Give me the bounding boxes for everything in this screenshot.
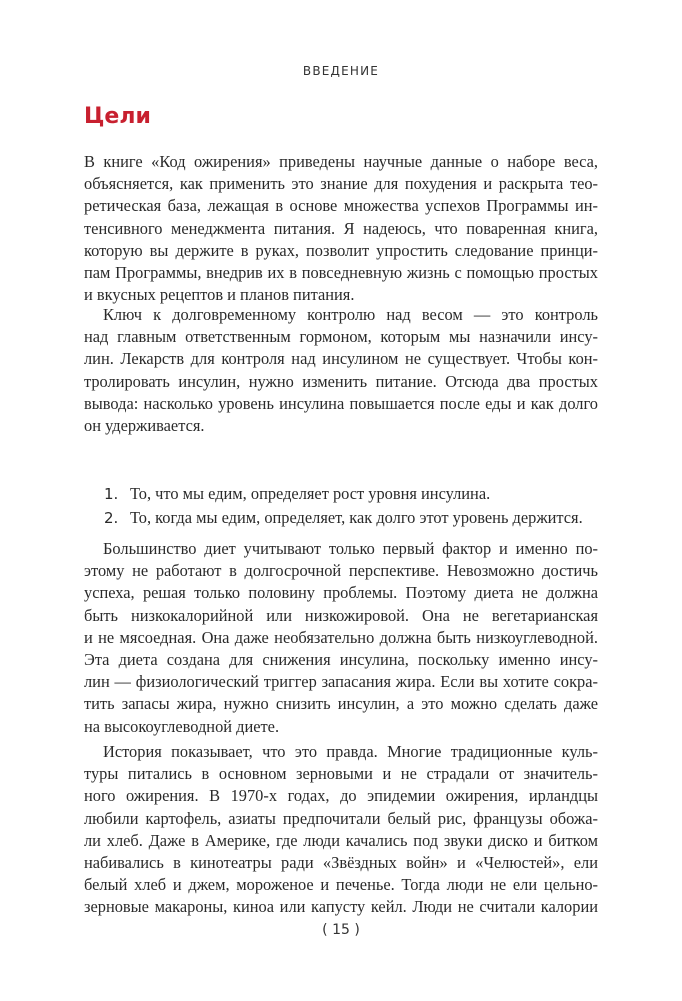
list-item xyxy=(84,506,598,530)
text-line: лин. Лекарств для контроля над инсулином не существует. Чтобы кон- xyxy=(84,349,598,369)
text-line: пам Программы, внедрив их в повседневную жизнь с помощью простых xyxy=(84,263,598,283)
text-line: В книге «Код ожирения» приведены научные данные о наборе веса, xyxy=(84,152,598,171)
text-line: над главным ответственным гормоном, которым мы назначили инсу- xyxy=(84,327,598,347)
text-line: любили картофель, азиаты предпочитали белый рис, французы обожа- xyxy=(84,808,598,828)
text-line: тролировать инсулин, нужно изменить питание. Отсюда два простых xyxy=(84,371,598,391)
page-number: ( 15 ) xyxy=(322,922,360,938)
text-line: Большинство диет учитывают только первый фактор и именно по- xyxy=(103,539,598,558)
text-line: набивались в кинотеатры ради «Звёздных войн» и «Челюстей», ели xyxy=(84,853,598,873)
text-line: тить запасы жира, нужно снизить инсулин, а это можно сделать даже xyxy=(84,694,598,714)
paragraph xyxy=(84,304,598,437)
paragraph xyxy=(84,741,598,919)
running-head: ВВЕДЕНИЕ xyxy=(302,64,380,78)
numbered-list xyxy=(84,482,598,530)
text-line: и не мясоедная. Она даже необязательно должна быть низкоуглеводной. xyxy=(84,627,598,647)
text-line: зерновые макароны, киноа или капусту кейл. Люди не считали калории xyxy=(84,897,598,917)
text-line: и вкусных рецептов и планов питания. xyxy=(84,285,355,305)
list-text: То, что мы едим, определяет рост уровня инсулина. xyxy=(130,484,491,503)
text-line: История показывает, что это правда. Многие традиционные куль- xyxy=(103,742,598,761)
text-line: он удерживается. xyxy=(84,416,205,436)
paragraph xyxy=(84,151,598,306)
list-number: 2. xyxy=(104,509,119,527)
text-line: Эта диета создана для снижения инсулина, поскольку именно инсу- xyxy=(84,650,598,670)
text-line: этому не работают в долгосрочной перспективе. Невозможно достичь xyxy=(84,561,598,581)
text-line: лин — физиологический триггер запасания жира. Если вы хотите сокра- xyxy=(84,672,598,692)
text-line: ретическая база, лежащая в основе множества успехов Программы ин- xyxy=(84,196,598,216)
section-heading: Цели xyxy=(84,104,151,129)
text-line: быть низкокалорийной или низкожировой. Она не вегетарианская xyxy=(84,605,598,625)
list-item xyxy=(84,482,598,506)
text-line: тенсивного менеджмента питания. Я надеюсь, что поваренная книга, xyxy=(84,218,598,238)
text-line: успеха, решая только половину проблемы. Поэтому диета не должна xyxy=(84,583,598,603)
text-line: ли хлеб. Даже в Америке, где люди качались под звуки диско и битком xyxy=(84,830,598,850)
text-line: вывода: насколько уровень инсулина повышается после еды и как долго xyxy=(84,393,598,413)
text-line: белый хлеб и джем, мороженое и печенье. Тогда люди не ели цельно- xyxy=(84,875,598,895)
list-text: То, когда мы едим, определяет, как долго этот уровень держится. xyxy=(130,508,583,527)
text-line: объясняется, как применить это знание для похудения и раскрыта тео- xyxy=(84,174,598,194)
text-line: которую вы держите в руках, позволит упростить следование принци- xyxy=(84,240,598,260)
text-line: Ключ к долговременному контролю над весом — это контроль xyxy=(103,305,598,324)
paragraph xyxy=(84,538,598,738)
text-line: на высокоуглеводной диете. xyxy=(84,716,280,736)
list-number: 1. xyxy=(104,485,119,503)
text-line: туры питались в основном зерновыми и не страдали от значитель- xyxy=(84,764,598,784)
text-line: ного ожирения. В 1970-х годах, до эпидемии ожирения, ирландцы xyxy=(84,786,598,806)
